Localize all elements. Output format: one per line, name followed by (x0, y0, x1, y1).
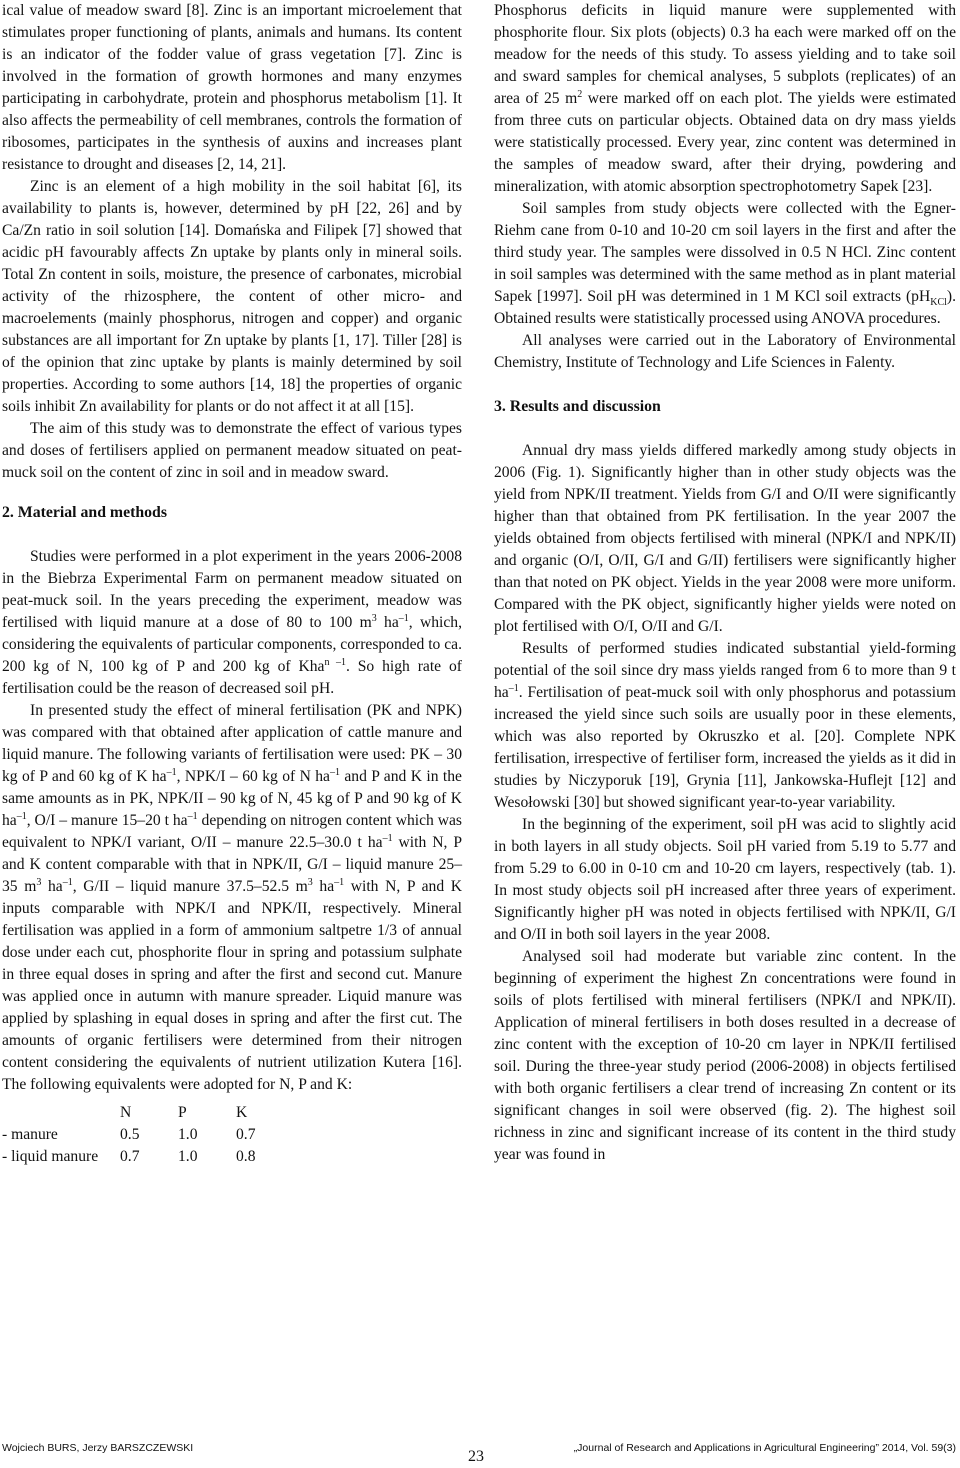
zinc-content-paragraph: Analysed soil had moderate but variable zinc content. In the beginning of experiment the highest Zn concentrations were found in soils of plots fertilised with mineral fertilisers (NPK/I and NPK/II). Application of mineral fertilisers in both doses resulted in a decrease of zinc content with the exception of 10-20 cm layer in NPK/II fertilised soil. During the three-year study period (2006-2008) in objects fertilised with both organic fertilisers a clear trend of increasing Zn content or its significant changes in soil were observed (fig. 2). The highest soil richness in zinc and significant increase of its content in the third study year was found in (494, 948, 956, 1163)
text-run: , which, considering the equivalents of particular components, corresponded to ca. 200 kg of N, 100 kg of P and 200 kg of Kha (2, 614, 462, 675)
text-run: with N, P and K content comparable with that in NPK/II, G/I – liquid manure 25–35 m (2, 834, 462, 895)
zinc-mobility-paragraph: Zinc is an element of a high mobility in the soil habitat [6], its availability to plants is, however, determined by pH [22, 26] and by Ca/Zn ratio in soil solution [14]. Domańska and Filipek [7] showed that acidic pH favourably affects Zn uptake by plants only in mineral soils. Total Zn content in soils, moisture, the presence of carbonates, microbial activity of the rhizosphere, the content of other micro- and macroelements (mainly phosphorus, nitrogen and copper) and organic substances are all important for Zn uptake by plants [1, 17]. Tiller [28] is of the opinion that zinc uptake by plants is mainly determined by soil properties. According to some authors [14, 18] the properties of organic soils inhibit Zn availability for plants or do not affect it at all [15]. (2, 178, 462, 415)
superscript: 2 (577, 88, 583, 100)
intro-paragraph-continued: ical value of meadow sward [8]. Zinc is an important microelement that stimulates proper functioning of plants, animals and humans. Its content is an indicator of the fodder value of grass vegetation [7]. Zinc is involved in the formation of growth hormones and many enzymes participating in carbohydrate, protein and phosphorus metabolism [1]. It also affects the permeability of cell membranes, controls the formation of ribosomes, participates in the synthesis of auxins and increases plant resistance to drought and diseases [2, 14, 21]. (2, 2, 462, 173)
table-cell: 1.0 (178, 1126, 198, 1143)
row-label: - manure (2, 1126, 58, 1143)
text-run: . So high rate of fertilisation could be the reason of decreased soil pH. (2, 658, 462, 697)
row-label: - liquid manure (2, 1148, 99, 1165)
table-cell: 1.0 (178, 1148, 198, 1165)
text-run: Phosphorus deficits in liquid manure were supplemented with phosphorite flour. Six plots (objects) 0.3 ha each were marked off on the meadow for the needs of this study. To assess yielding and to take soil and sward samples for chemical analyses, 5 subplots (replicates) of an area of 25 m (494, 2, 956, 107)
table-header-row (2, 1102, 294, 1124)
left-column (2, 0, 462, 1168)
text-run: with N, P and K inputs comparable with NPK/I and NPK/II, respectively. Mineral fertilisation was applied in a form of ammonium saltpetre 1/3 of annual dose under each cut, phosphorite flour in spring and potassium sulphate in three equal doses in spring and after the first and second cut. Manure was applied once in autumn with manure spreader. Liquid manure was applied by splashing in equal doses in spring and after the first cut. The amounts of organic fertilisers were determined from their nitrogen content considering the equivalents of nutrient utilization Kutera [16]. The following equivalents were adopted for N, P and K: (2, 878, 462, 1093)
text-run: ha (312, 878, 335, 895)
text-run: ). Obtained results were statistically processed using ANOVA procedures. (494, 288, 956, 327)
section-heading-material-methods: 2. Material and methods (2, 504, 167, 521)
text-run: , NPK/I – 60 kg of N ha (176, 768, 330, 785)
table-cell: 0.8 (236, 1148, 256, 1165)
superscript: 3 (36, 876, 42, 888)
superscript: –1 (166, 766, 177, 778)
superscript: –1 (508, 682, 519, 694)
yield-potential-paragraph (494, 638, 956, 814)
sampling-paragraph (494, 0, 956, 198)
page-number: 23 (468, 1448, 484, 1465)
superscript: –1 (62, 876, 73, 888)
yields-paragraph: Annual dry mass yields differed markedly among study objects in 2006 (Fig. 1). Significantly higher than in other study objects was the yield from NPK/II treatment. Yields from G/I and O/II were significantly higher than that obtained from PK fertilisation. In the year 2007 the yields obtained from objects fertilised with mineral (NPK/I and NPK/II) and organic (O/I, O/II, G/I and G/II) fertilisers were significantly higher than that noted on PK object. Yields in the year 2008 were more uniform. Compared with the PK object, significantly higher yields were noted on plot fertilised with O/I, O/II and G/I. (494, 442, 956, 635)
soil-samples-paragraph (494, 198, 956, 330)
superscript: –1 (16, 810, 27, 822)
footer-journal: „Journal of Research and Applications in Agricultural Engineering” 2014, Vol. 59(3) (573, 1442, 956, 1454)
table-header-p: P (178, 1104, 187, 1121)
laboratory-paragraph: All analyses were carried out in the Laboratory of Environmental Chemistry, Institute of Technology and Life Sciences in Falenty. (494, 332, 956, 371)
text-run: , G/II – liquid manure 37.5–52.5 m (72, 878, 308, 895)
superscript: –1 (187, 810, 198, 822)
table-corner-cell (2, 1102, 120, 1124)
superscript: 3 (307, 876, 313, 888)
table-cell: 0.7 (236, 1126, 256, 1143)
text-run: ha (376, 614, 399, 631)
table-cell: 0.5 (120, 1126, 140, 1143)
superscript: –1 (382, 832, 393, 844)
superscript: n –1 (324, 656, 346, 668)
study-design-paragraph (2, 546, 462, 700)
text-run: and P and K in the same amounts as in PK, NPK/II – 90 kg of N, 45 kg of P and 90 kg of K ha (2, 768, 462, 829)
text-run: depending on nitrogen content which was equivalent to NPK/I variant, O/II – manure 22.5–30.0 t ha (2, 812, 462, 851)
table-header-n: N (120, 1104, 132, 1121)
table-row (2, 1124, 294, 1146)
superscript: –1 (329, 766, 340, 778)
footer-authors: Wojciech BURS, Jerzy BARSZCZEWSKI (2, 1442, 194, 1454)
nutrient-equivalents-table (2, 1102, 294, 1168)
soil-ph-paragraph: In the beginning of the experiment, soil pH was acid to slightly acid in both layers in all study objects. Soil pH varied from 5.19 to 5.77 and from 5.29 to 6.00 in 0-10 cm and 10-20 cm layers, respectively (tab. 1). In most study objects soil pH increased after three years of experiment. Significantly higher pH was noted in objects fertilised with NPK/II, G/I and O/II in both soil layers in the year 2008. (494, 816, 956, 943)
text-run: Studies were performed in a plot experiment in the years 2006-2008 in the Biebrza Experimental Farm on permanent meadow situated on peat-muck soil. In the years preceding the experiment, meadow was fertilised with liquid manure at a dose of 80 to 100 m (2, 548, 462, 631)
table-header-k: K (236, 1104, 248, 1121)
section-heading-results-discussion: 3. Results and discussion (494, 398, 661, 415)
superscript: –1 (398, 612, 409, 624)
page-footer (0, 1440, 960, 1468)
study-aim-paragraph: The aim of this study was to demonstrate the effect of various types and doses of fertilisers applied on permanent meadow situated on peat-muck soil on the content of zinc in soil and in meadow sward. (2, 420, 462, 481)
table-cell: 0.7 (120, 1148, 140, 1165)
text-run: In presented study the effect of mineral fertilisation (PK and NPK) was compared with that obtained after application of cattle manure and liquid manure. The following variants of fertilisation were used: PK – 30 kg of P and 60 kg of K ha (2, 702, 462, 785)
text-run: were marked off on each plot. The yields were estimated from three cuts on particular objects. Obtained data on dry mass yields were statistically processed. Every year, zinc content was determined in the samples of meadow sward, after their drying, powdering and mineralization, with atomic absorption spectrophotometry Sapek [23]. (494, 90, 957, 195)
text-run: Soil samples from study objects were collected with the Egner-Riehm cane from 0-10 and 10-20 cm soil layers in the first and after the third study year. The samples were dissolved in 0.5 N HCl. Zinc content in soil samples was determined with the same method as in plant material Sapek [1997]. Soil pH was determined in 1 M KCl soil extracts (pH (494, 200, 956, 305)
superscript: 3 (371, 612, 377, 624)
text-run: Results of performed studies indicated substantial yield-forming potential of the soil since dry mass yields ranged from 6 to more than 9 t ha (494, 640, 956, 701)
superscript: –1 (334, 876, 345, 888)
text-run: . Fertilisation of peat-muck soil with only phosphorus and potassium increased the yield since such soils are usually poor in these elements, which was also reported by Okruszko et al. [20]. Complete NPK fertilisation, irrespective of fertiliser form, increased the yields as it did in studies by Niczyporuk [19], Grynia [11], Jankowska-Huflejt [12] and Wesołowski [30] but showed significant year-to-year variability. (494, 684, 956, 811)
text-run: , O/I – manure 15–20 t ha (26, 812, 188, 829)
table-row (2, 1146, 294, 1168)
subscript: KCl (930, 297, 947, 309)
right-column (494, 0, 956, 1166)
text-run: ha (41, 878, 63, 895)
fertilisation-variants-paragraph (2, 700, 462, 1096)
